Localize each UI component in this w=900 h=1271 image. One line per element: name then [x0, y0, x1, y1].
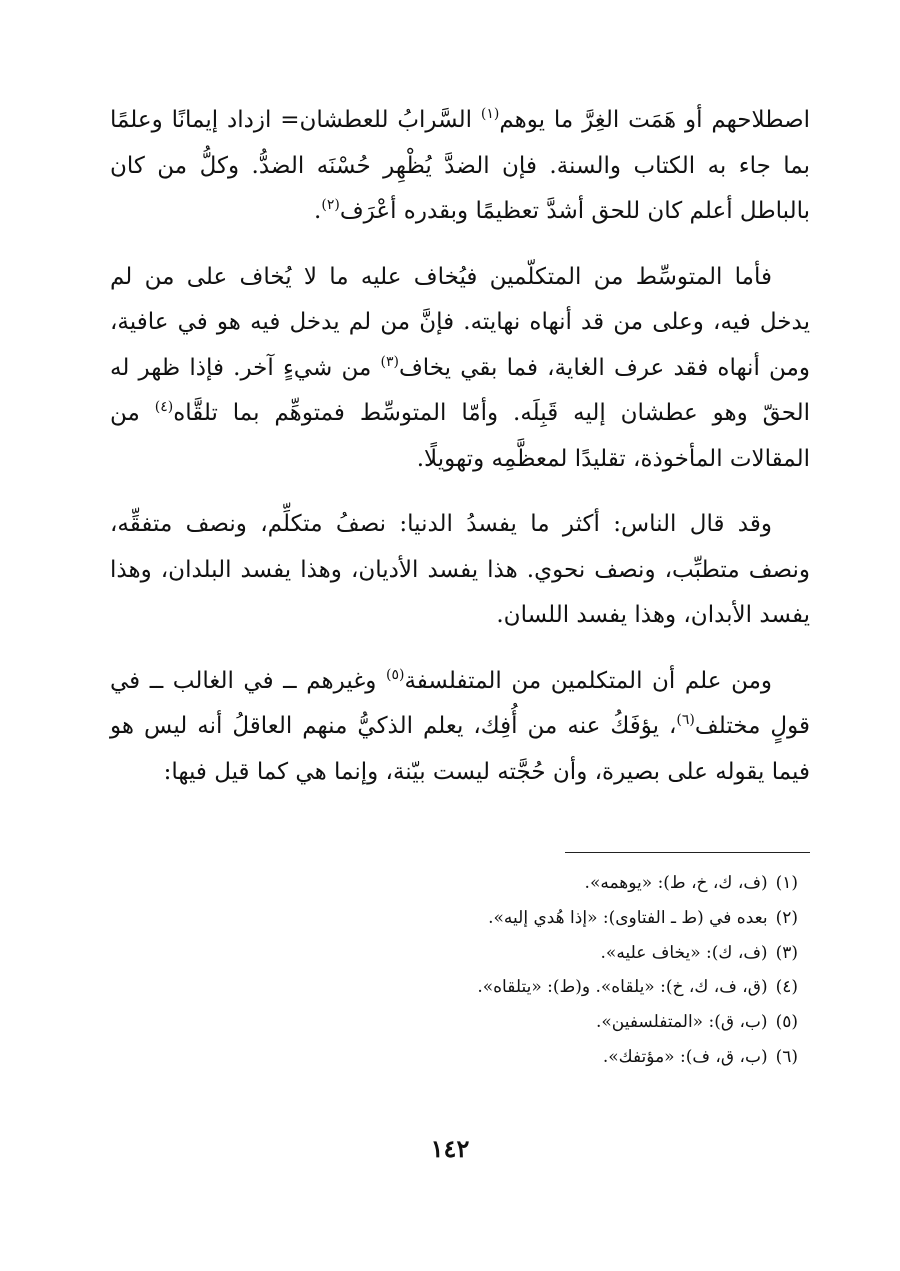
footnote-text: (ب، ق): «المتفلسفين».	[595, 1012, 768, 1033]
footnote-ref: (٦)	[676, 712, 695, 728]
footnote-ref: (٤)	[154, 399, 174, 415]
footnote-4	[110, 970, 810, 1005]
text-run: وقد قال الناس: أكثر ما يفسدُ الدنيا: نصفُ متكلِّم، ونصف متفقِّه، ونصف متطبِّب، ونصف نحوي. هذا يفسد الأديان، وهذا يفسد البلدان، وهذا يفسد الأبدان، وهذا يفسد اللسان.	[110, 511, 810, 628]
footnote-text: بعده في (ط ـ الفتاوى): «إذا هُدي إليه».	[488, 907, 768, 928]
footnote-number: (٦)	[775, 1046, 798, 1067]
footnote-text: (ب، ق، ف): «مؤتفك».	[602, 1046, 768, 1067]
paragraph-2	[110, 255, 810, 483]
main-text	[110, 98, 810, 815]
footnote-3	[110, 936, 810, 971]
footnote-5	[110, 1005, 810, 1040]
text-run: من المقالات المأخوذة، تقليدًا لمعظَّمِه وتهويلًا.	[110, 400, 810, 472]
text-run: ، يؤفَكُ عنه من أُفِك، يعلم الذكيُّ منهم العاقلُ أنه ليس هو فيما يقوله على بصيرة، وأن حُجَّته ليست بيّنة، وإنما هي كما قيل فيها:	[110, 713, 810, 785]
paragraph-3	[110, 502, 810, 639]
text-run: السَّرابُ للعطشان= ازداد إيمانًا وعلمًا بما جاء به الكتاب والسنة. فإن الضدَّ يُظْهِر حُسْنَه الضدُّ. وكلُّ من كان بالباطل أعلم كان للحق أشدَّ تعظيمًا وبقدره أعْرَف	[110, 107, 810, 224]
footnote-number: (١)	[775, 873, 798, 893]
footnote-1	[110, 866, 810, 901]
footnote-text: (ف، ك): «يخاف عليه».	[600, 942, 768, 963]
footnote-ref: (٣)	[380, 353, 399, 370]
page-number: ١٤٢	[430, 1134, 470, 1163]
footnote-number: (٤)	[775, 977, 798, 998]
footnotes-list	[110, 866, 810, 1075]
text-run: ومن علم أن المتكلمين من المتفلسفة	[404, 667, 773, 694]
text-run: اصطلاحهم أو هَمَت الغِرَّ ما يوهم	[499, 107, 811, 133]
footnote-separator	[565, 852, 810, 853]
text-run: من شيءٍ آخر. فإذا ظهر له الحقّ وهو عطشان إليه قَبِلَه. وأمّا المتوسِّط فمتوهِّم بما تلقَّاه	[110, 354, 810, 426]
footnote-text: (ف، ك، خ، ط): «يوهمه».	[584, 873, 768, 893]
paragraph-1	[110, 98, 810, 235]
footnote-number: (٢)	[775, 907, 798, 928]
text-run: وغيرهم ــ في الغالب ــ في قولٍ مختلف	[110, 667, 810, 739]
footnote-ref: (١)	[480, 106, 500, 122]
footnote-6	[110, 1040, 810, 1075]
text-run: فأما المتوسِّط من المتكلّمين فيُخاف عليه ما لا يُخاف على من لم يدخل فيه، وعلى من قد أنهاه نهايته. فإنَّ من لم يدخل فيه هو في عافية، ومن أنهاه فقد عرف الغاية، فما بقي يخاف	[110, 263, 810, 381]
footnote-2	[110, 901, 810, 936]
text-run: .	[314, 198, 322, 224]
footnote-text: (ق، ف، ك، خ): «يلقاه». و(ط): «يتلقاه».	[477, 977, 768, 998]
footnote-ref: (٢)	[321, 197, 340, 213]
paragraph-4	[110, 659, 810, 796]
footnote-number: (٥)	[775, 1012, 798, 1033]
footnote-ref: (٥)	[385, 666, 405, 683]
footnote-number: (٣)	[775, 942, 798, 963]
